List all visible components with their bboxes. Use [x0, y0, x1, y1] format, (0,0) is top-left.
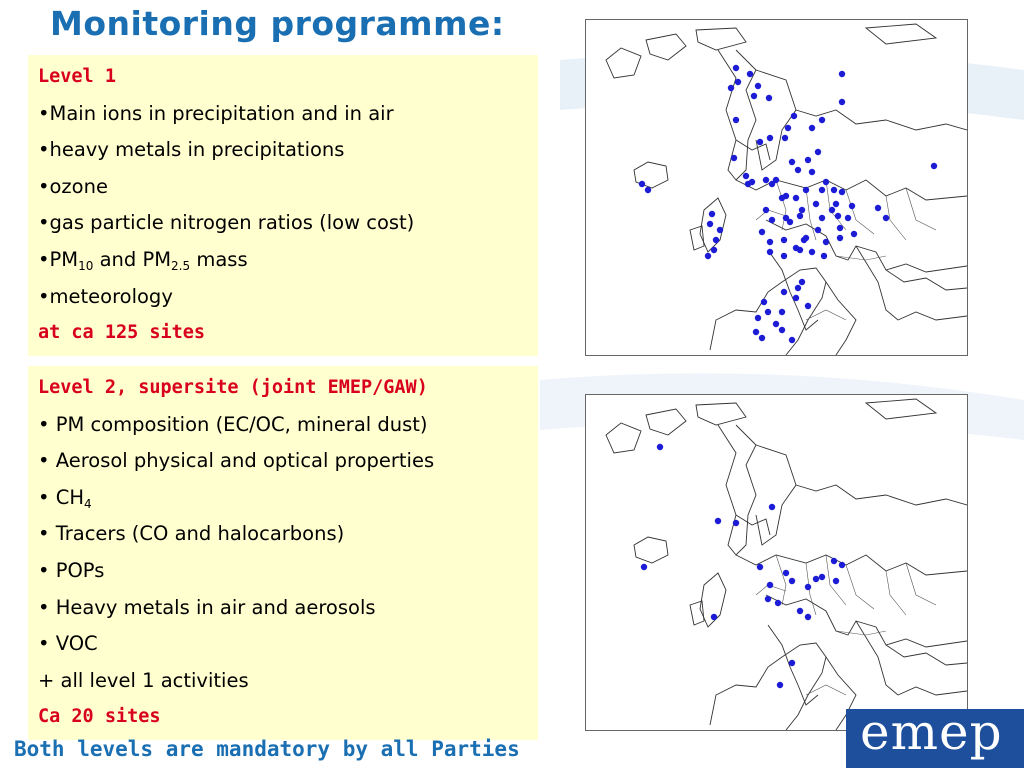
site-marker — [763, 207, 769, 213]
site-marker — [747, 71, 753, 77]
site-marker — [783, 570, 789, 576]
site-marker — [735, 79, 741, 85]
site-marker — [837, 225, 843, 231]
borders — [756, 555, 936, 695]
site-marker — [749, 179, 755, 185]
site-marker — [793, 195, 799, 201]
site-marker — [823, 179, 829, 185]
site-marker — [797, 608, 803, 614]
level2-item-pops: • POPs — [38, 558, 105, 582]
site-marker — [751, 93, 757, 99]
pm-suffix: mass — [190, 247, 248, 271]
site-marker — [833, 201, 839, 207]
site-marker — [707, 221, 713, 227]
site-marker — [809, 125, 815, 131]
site-marker — [765, 596, 771, 602]
site-marker — [835, 213, 841, 219]
level2-site-count: Ca 20 sites — [38, 706, 161, 728]
level1-item-ions: •Main ions in precipitation and in air — [38, 101, 394, 125]
site-marker — [805, 584, 811, 590]
site-marker — [715, 518, 721, 524]
site-marker — [777, 682, 783, 688]
pm-prefix: •PM — [38, 247, 79, 271]
site-marker — [833, 578, 839, 584]
site-marker — [759, 335, 765, 341]
level2-item-ch4 — [38, 480, 538, 517]
level1-item-nitrogen: •gas particle nitrogen ratios (low cost) — [38, 211, 415, 235]
site-marker — [931, 163, 937, 169]
site-marker — [801, 237, 807, 243]
level1-site-count: at ca 125 sites — [38, 322, 206, 344]
site-marker — [767, 582, 773, 588]
level2-sites-map — [585, 394, 968, 731]
level2-item-heavy-metals: • Heavy metals in air and aerosols — [38, 595, 376, 619]
site-marker — [813, 201, 819, 207]
page-title: Monitoring programme: — [50, 4, 505, 43]
site-marker — [755, 83, 761, 89]
site-marker — [829, 207, 835, 213]
site-marker — [789, 578, 795, 584]
site-marker — [769, 504, 775, 510]
level2-item-pm-composition: • PM composition (EC/OC, mineral dust) — [38, 412, 428, 436]
site-marker — [795, 167, 801, 173]
pm-mid: and PM — [93, 247, 172, 271]
level1-item-heavy-metals: •heavy metals in precipitations — [38, 138, 345, 162]
pm25-subscript: 2.5 — [171, 258, 191, 273]
site-marker — [875, 205, 881, 211]
site-marker — [805, 303, 811, 309]
level2-item-aerosol: • Aerosol physical and optical properties — [38, 449, 435, 473]
site-marker — [713, 237, 719, 243]
site-marker — [831, 558, 837, 564]
site-marker — [793, 295, 799, 301]
level1-sites-map — [585, 19, 968, 356]
level1-box — [28, 55, 538, 356]
level2-item-all-level1: + all level 1 activities — [38, 668, 249, 692]
site-marker — [809, 169, 815, 175]
site-marker — [845, 215, 851, 221]
site-marker — [789, 337, 795, 343]
level1-item-meteorology: •meteorology — [38, 284, 173, 308]
site-marker — [782, 135, 788, 141]
level2-heading: Level 2, supersite (joint EMEP/GAW) — [38, 377, 428, 398]
site-marker — [766, 95, 772, 101]
site-marker — [759, 229, 765, 235]
site-marker — [645, 187, 651, 193]
site-marker — [819, 187, 825, 193]
level1-map-svg — [586, 20, 967, 355]
site-marker — [815, 149, 821, 155]
site-marker — [767, 135, 773, 141]
level2-item-voc: • VOC — [38, 632, 98, 656]
level1-site-dots — [639, 65, 937, 343]
site-marker — [731, 155, 737, 161]
site-marker — [705, 253, 711, 259]
coastline — [606, 24, 967, 355]
site-marker — [839, 71, 845, 77]
level1-heading: Level 1 — [38, 66, 116, 87]
site-marker — [657, 444, 663, 450]
site-marker — [799, 279, 805, 285]
site-marker — [815, 227, 821, 233]
site-marker — [779, 309, 785, 315]
site-marker — [787, 219, 793, 225]
ch4-subscript: 4 — [83, 496, 92, 511]
site-marker — [883, 215, 889, 221]
site-marker — [809, 249, 815, 255]
site-marker — [763, 177, 769, 183]
emep-logo — [846, 709, 1024, 768]
site-marker — [733, 520, 739, 526]
site-marker — [821, 253, 827, 259]
site-marker — [709, 211, 715, 217]
level2-box — [28, 366, 538, 740]
site-marker — [779, 195, 785, 201]
site-marker — [803, 187, 809, 193]
site-marker — [639, 181, 645, 187]
site-marker — [795, 285, 801, 291]
site-marker — [813, 576, 819, 582]
site-marker — [757, 564, 763, 570]
logo-text: emep — [860, 709, 1003, 761]
site-marker — [789, 159, 795, 165]
site-marker — [791, 113, 797, 119]
site-marker — [779, 327, 785, 333]
site-marker — [781, 237, 787, 243]
site-marker — [839, 562, 845, 568]
site-marker — [819, 574, 825, 580]
site-marker — [823, 239, 829, 245]
site-marker — [711, 247, 717, 253]
level1-item-ozone: •ozone — [38, 174, 108, 198]
site-marker — [767, 239, 773, 245]
site-marker — [755, 315, 761, 321]
site-marker — [799, 207, 805, 213]
site-marker — [797, 213, 803, 219]
site-marker — [757, 139, 763, 145]
level2-item-tracers: • Tracers (CO and halocarbons) — [38, 522, 345, 546]
site-marker — [753, 329, 759, 335]
site-marker — [711, 614, 717, 620]
site-marker — [785, 125, 791, 131]
site-marker — [717, 227, 723, 233]
site-marker — [793, 245, 799, 251]
site-marker — [805, 157, 811, 163]
site-marker — [839, 189, 845, 195]
site-marker — [819, 117, 825, 123]
site-marker — [765, 309, 771, 315]
level1-item-pm — [38, 242, 538, 279]
site-marker — [805, 614, 811, 620]
site-marker — [781, 253, 787, 259]
bottom-note: Both levels are mandatory by all Parties — [14, 737, 520, 761]
site-marker — [837, 235, 843, 241]
site-marker — [831, 187, 837, 193]
site-marker — [773, 321, 779, 327]
site-marker — [851, 231, 857, 237]
site-marker — [819, 215, 825, 221]
site-marker — [733, 117, 739, 123]
level2-map-svg — [586, 395, 967, 730]
site-marker — [769, 181, 775, 187]
ch-prefix: • CH — [38, 485, 84, 509]
site-marker — [761, 299, 767, 305]
site-marker — [789, 660, 795, 666]
level2-site-dots — [641, 444, 845, 688]
site-marker — [733, 65, 739, 71]
site-marker — [769, 217, 775, 223]
pm10-subscript: 10 — [78, 258, 94, 273]
site-marker — [767, 249, 773, 255]
site-marker — [775, 600, 781, 606]
site-marker — [849, 203, 855, 209]
site-marker — [728, 85, 734, 91]
site-marker — [781, 289, 787, 295]
site-marker — [641, 564, 647, 570]
site-marker — [839, 99, 845, 105]
site-marker — [743, 173, 749, 179]
